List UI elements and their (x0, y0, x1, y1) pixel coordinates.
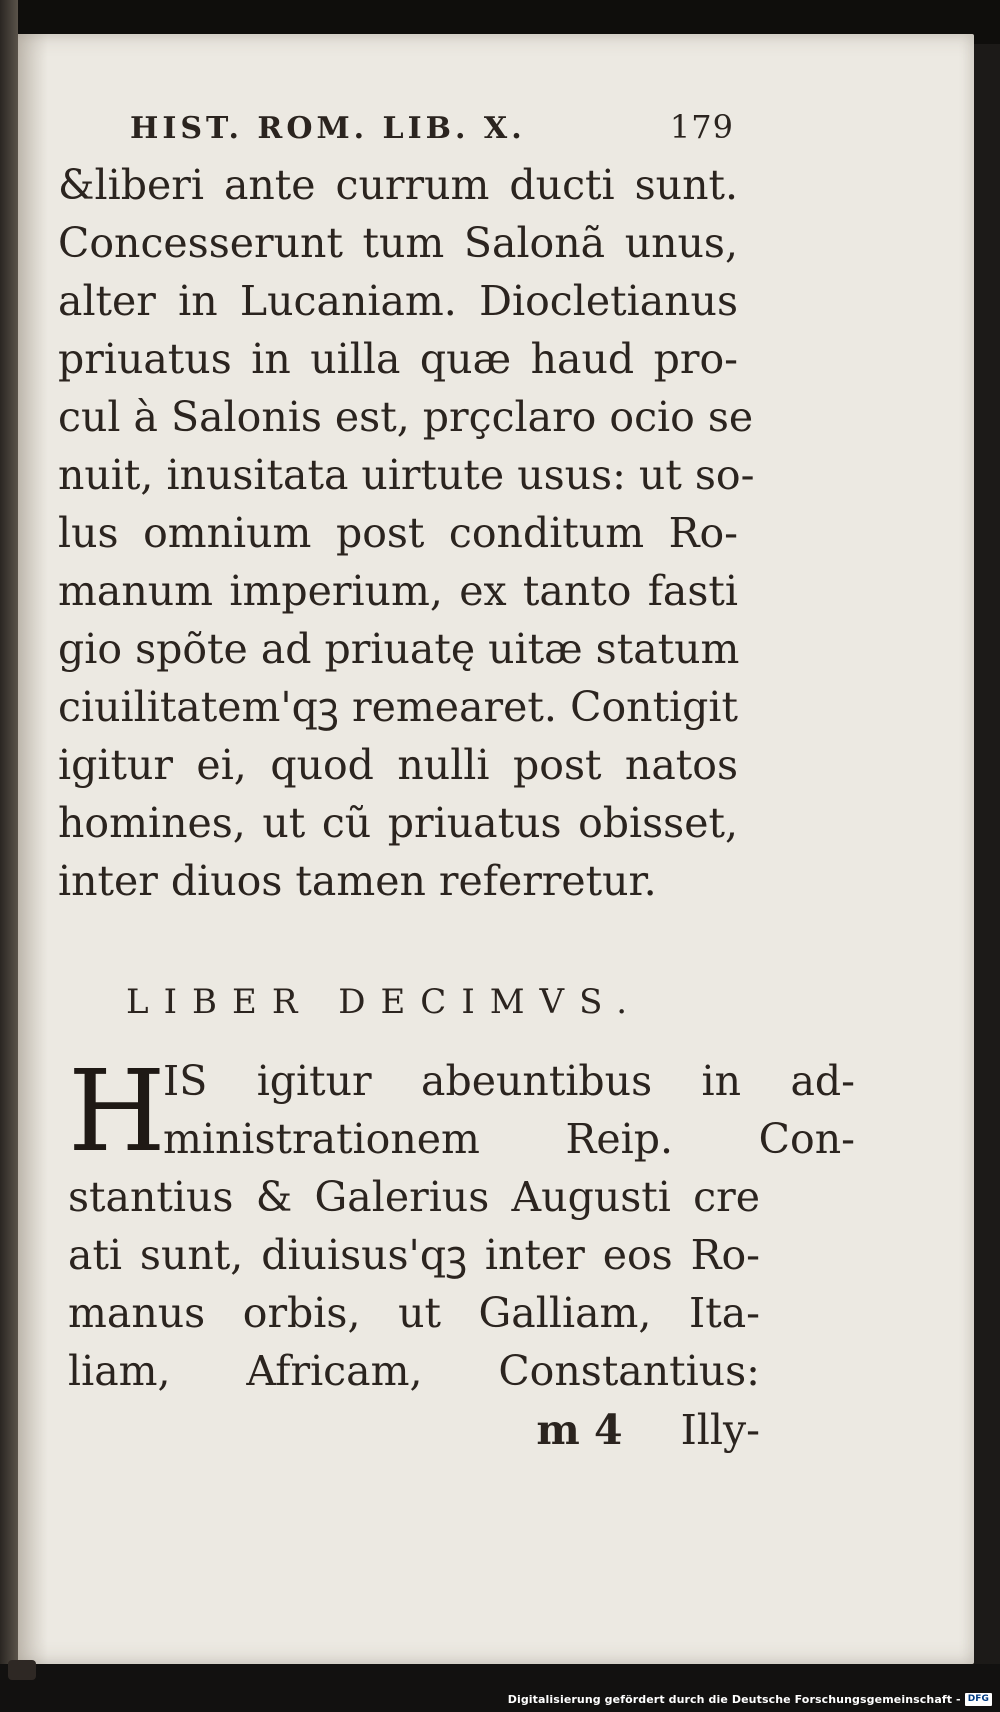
text-line: ciuilitatem'qꝫ remearet. Contigit (58, 683, 738, 731)
drop-capital: H (68, 1047, 166, 1177)
credit-text: Digitalisierung gefördert durch die Deutsche Forschungsgemeinschaft - (507, 1693, 961, 1706)
text-line: cul à Salonis est, prçclaro ocio se (58, 393, 754, 441)
running-head (130, 108, 734, 156)
text-line: igitur ei, quod nulli post natos (58, 741, 738, 789)
paragraph-1 (58, 156, 755, 910)
digitization-credit (508, 1693, 992, 1706)
text-line: &liberi ante currum ducti sunt. (58, 161, 738, 209)
page-corner-damage (8, 1660, 36, 1680)
text-line: manus orbis, ut Galliam, Ita- (68, 1289, 760, 1337)
running-head-title: HIST. ROM. LIB. X. (130, 111, 526, 146)
text-line: gio spõte ad priuatę uitæ statum (58, 625, 740, 673)
paragraph-2 (58, 1047, 855, 1400)
catchword: Illy- (680, 1406, 760, 1454)
text-line: liam, Africam, Constantius: (68, 1347, 760, 1395)
text-line: homines, ut cũ priuatus obisset, (58, 799, 738, 847)
text-line: Concesserunt tum Salonã unus, (58, 219, 738, 267)
text-line: lus omnium post conditum Ro- (58, 509, 738, 557)
text-line: stantius & Galerius Augusti cre (68, 1173, 760, 1221)
page-text-block (58, 108, 855, 1460)
text-line: ati sunt, diuisus'qꝫ inter eos Ro- (68, 1231, 760, 1279)
text-line: manum imperium, ex tanto fasti (58, 567, 738, 615)
dfg-logo-icon: DFG (965, 1693, 992, 1706)
page-number: 179 (669, 108, 734, 146)
text-line: IS igitur abeuntibus in ad- (163, 1057, 855, 1105)
text-line: inter diuos tamen referretur. (58, 857, 657, 905)
signature-mark: m 4 (536, 1406, 623, 1454)
text-line: ministrationem Reip. Con- (163, 1115, 855, 1163)
text-line: nuit, inusitata uirtute usus: ut so- (58, 451, 755, 499)
text-line: alter in Lucaniam. Diocletianus (58, 277, 738, 325)
catchline (68, 1400, 760, 1460)
section-heading: LIBER DECIMVS. (126, 982, 642, 1022)
book-spine-edge (0, 0, 18, 1712)
text-line: priuatus in uilla quæ haud pro- (58, 335, 738, 383)
